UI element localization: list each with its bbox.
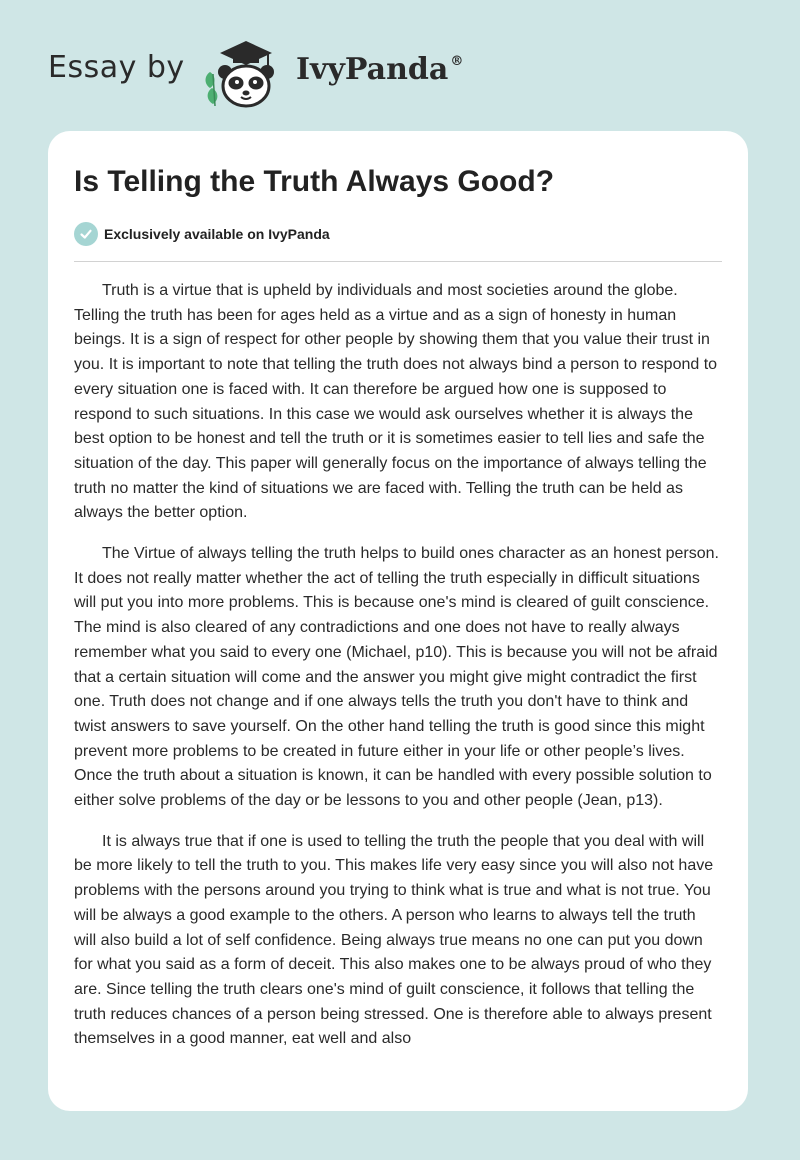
exclusive-badge-text: Exclusively available on IvyPanda bbox=[104, 226, 330, 242]
exclusive-badge bbox=[74, 222, 330, 246]
title-divider bbox=[74, 261, 722, 262]
essay-card bbox=[48, 131, 748, 1111]
essay-by-label: Essay by bbox=[48, 50, 185, 85]
site-header bbox=[0, 0, 800, 130]
brand-logo-text[interactable] bbox=[296, 52, 463, 87]
essay-paragraph: The Virtue of always telling the truth helps to build ones character as an honest person. It does not really matter whether the act of telling the truth especially in difficult situations will put you into more problems. This is because one's mind is cleared of guilt conscience. The mind is also cleared of any contradictions and one does not have to really always remember what you said to every one (Michael, p10). This is because you will not be afraid that a certain situation will come and the answer you might give might contradict the first one. Truth does not change and if one always tells the truth you don't have to think and twist answers to save yourself. On the other hand telling the truth is good since this might prevent more problems to be created in future either in your life or other people’s lives. Once the truth about a situation is known, it can be handled with every possible solution to either solve problems of the day or be lessons to you and other people (Jean, p13). bbox=[74, 545, 719, 810]
page-title: Is Telling the Truth Always Good? bbox=[74, 165, 555, 198]
essay-paragraph: It is always true that if one is used to telling the truth the people that you deal with will be more likely to tell the truth to you. This makes life very easy since you will also not have problems with the persons around you trying to think what is true and what is not true. You will be always a good example to the others. A person who learns to always tell the truth will also build a lot of self confidence. Being always true means no one can put you down for what you said as a form of deceit. This also makes one to be always proud of who they are. Since telling the truth clears one's mind of guilt conscience, it follows that telling the truth reduces chances of a person being stressed. One is therefore able to always present themselves in a good manner, eat well and also bbox=[74, 832, 714, 1048]
essay-body bbox=[74, 279, 722, 1068]
panda-graduate-icon[interactable] bbox=[200, 36, 292, 110]
registered-mark: ® bbox=[450, 54, 464, 69]
essay-paragraph: Truth is a virtue that is upheld by individuals and most societies around the globe. Telling the truth has been for ages held as a virtue and as a sign of honesty in human beings. It is a sign of respect for other people by showing them that you value their trust in you. It is important to note that telling the truth does not always bind a person to respond to every situation one is faced with. It can therefore be argued how one is supposed to respond to such situations. In this case we would ask ourselves whether it is always the best option to be honest and tell the truth or it is sometimes easier to tell lies and safe the situation of the day. This paper will generally focus on the importance of always telling the truth no matter the kind of situations we are faced with. Telling the truth can be held as always the better option. bbox=[74, 282, 718, 522]
check-circle-icon bbox=[74, 222, 98, 246]
brand-name: IvyPanda bbox=[296, 52, 449, 87]
